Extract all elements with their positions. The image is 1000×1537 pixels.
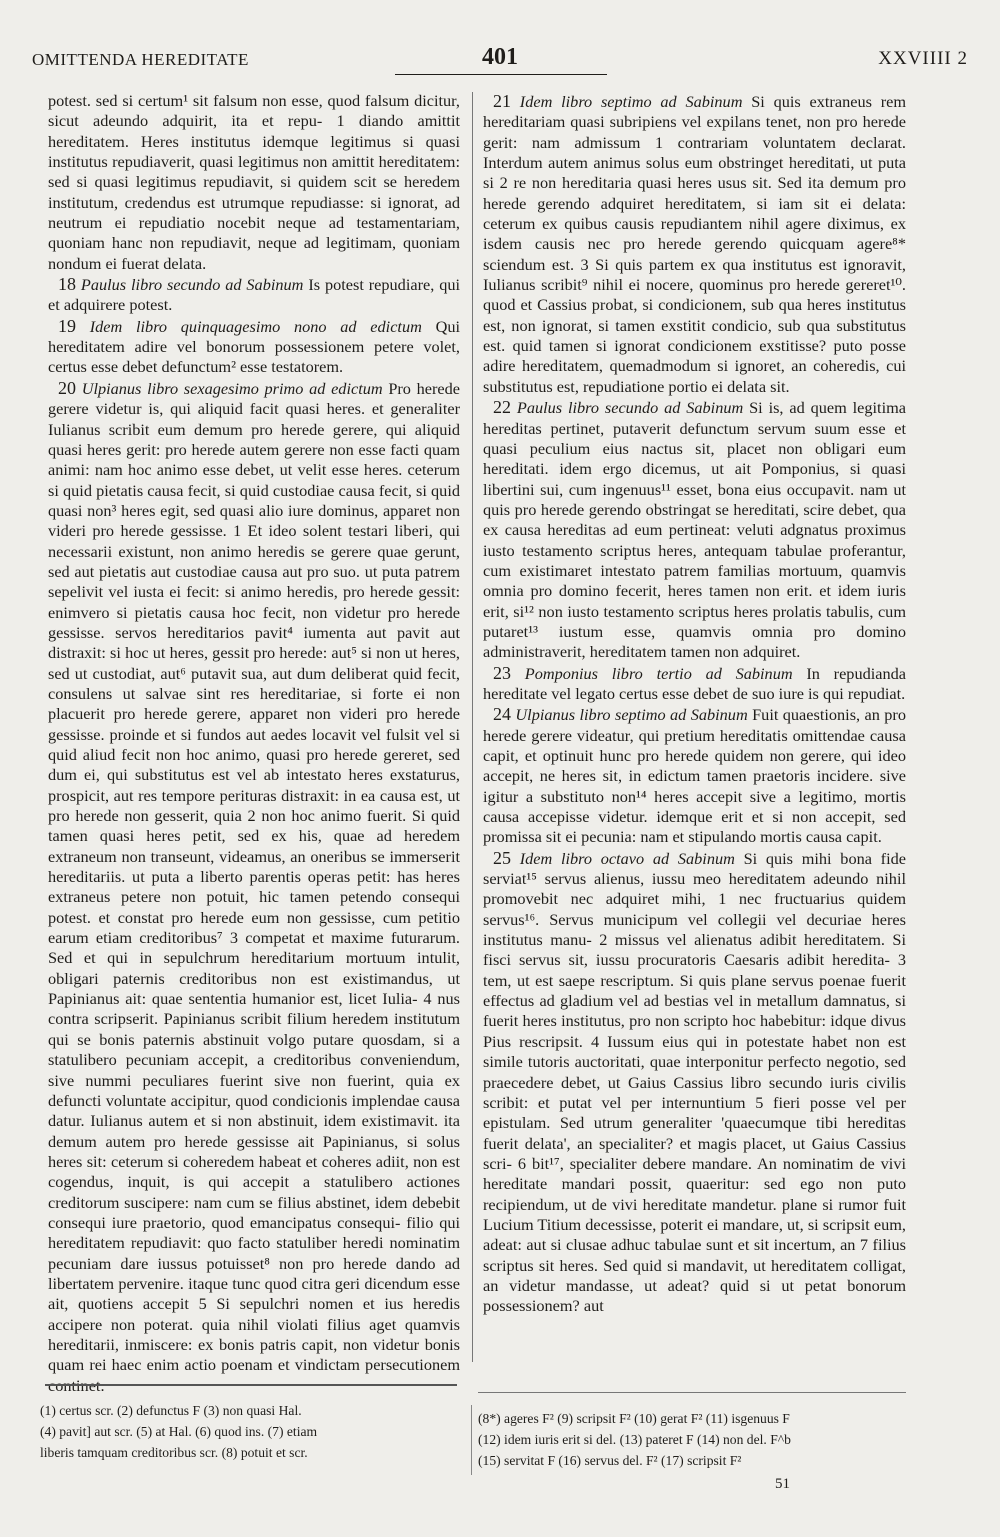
right-column <box>483 91 906 1317</box>
section-source: Ulpianus libro sexagesimo primo ad edictum <box>81 378 383 398</box>
section-number: 23 <box>493 662 511 683</box>
running-title: OMITTENDA HEREDITATE <box>32 50 249 69</box>
section-number: 24 <box>493 704 511 725</box>
section-text: Si is, ad quem legitima hereditas pertinet, putaverit defunctum servum suum esse et quasi peculium eius nactus sit, placet non obligari eum hereditati. idem ergo dicemus, ut ait Pomponius, si quasi libertini sui, cum ingenuus¹¹ esset, bona eius occupavit. nam ut quis pro herede gerendo obstringat se hereditati, scire debet, qua ex causa hereditas ad eum pertineat: veluti adgnatus proximus iusto testamento scriptus heres, antequam tabulae proferantur, cum existimaret intestato patrem familias mortuum, quamvis omnia pro domino fecerit, heres tamen non erit. et idem iuris erit, si¹² non iusto testamento scriptus heres prolatis tabulis, cum putaret¹³ iustum esse, quamvis omnia pro domino administraverit, hereditatem tamen non adquiret. <box>483 398 906 662</box>
section-text: Si quis extraneus rem hereditariam quasi subripiens vel expilans tenet, non pro herede gerit: nam admissum 1 contrariam voluntatem declarat. Interdum autem animus solus eum obstringet hereditati, ut puta si 2 re non hereditaria quasi heres usus sit. Sed ita demum pro herede gerendo adquiret hereditatem, si iam sit ei delata: ceterum ex quibus causis repudiantem nihil agere diximus, ex isdem causis nec pro herede gerendo quicquam agere⁸* sciendum est. 3 Si quis partem ex qua institutus est ignoravit, Iulianus scribit⁹ nihil ei nocere, quominus pro herede gereret¹⁰. quod et Cassius probat, si condicionem, sub qua heres institutus est, non ignorat, si tamen exstitit condicio, sub qua substitutus est. quid tamen si ignorat condicionem exstitisse? puto posse adire hereditatem, quemadmodum si ignoret, an coheredis, cui substitutus est, repudiatione portio ei delata sit. <box>483 92 907 396</box>
column-separator <box>472 92 473 1362</box>
running-header <box>32 44 968 80</box>
section-source: Ulpianus libro septimo ad Sabinum <box>515 705 748 725</box>
book-title-reference: XXVIIII 2 <box>878 48 968 69</box>
footnotes-left <box>40 1400 460 1463</box>
section-source: Pomponius libro tertio ad Sabinum <box>524 663 793 683</box>
footnote-line: (8*) ageres F² (9) scripsit F² (10) gerat F² (11) isgenuus F <box>478 1411 790 1426</box>
footnote-line: liberis tamquam creditoribus scr. (8) potuit et scr. <box>40 1445 308 1460</box>
section-source: Paulus libro secundo ad Sabinum <box>516 398 744 418</box>
section-24 <box>483 704 906 847</box>
section-20 <box>48 378 460 1396</box>
footnote-line: (12) idem iuris erit si del. (13) pateret F (14) non del. F^b <box>478 1432 791 1447</box>
section-source: Idem libro septimo ad Sabinum <box>519 92 743 111</box>
section-23 <box>483 663 906 705</box>
section-22 <box>483 397 906 662</box>
footnote-line: (15) servitat F (16) servus del. F² (17) scripsit F² <box>478 1453 742 1468</box>
section-text: Si quis mihi bona fide serviat¹⁵ servus alienus, iussu meo hereditatem adeundo nihil promovebit nec adquiret mihi, 1 nec fructuarius quidem servus¹⁶. Servus municipum vel collegii vel decuriae heres institutus manu- 2 missus vel alienatus adibit hereditatem. Si fisci servus sit, iussu procuratoris Caesaris adibit heredita- 3 tem, ut est saepe rescriptum. Si quis plane servus poenae fuerit effectus ad gladium vel ad bestias vel in metallum damnatus, si fuerit heres institutus, pro non scripto hoc habebitur: idque divus Pius rescripsit. 4 Iussum eius qui in potestate habet non est simile tutoris auctoritati, quae interponitur perfecto negotio, sed praecedere debet, ut Gaius Cassius libro secundo iuris civilis scribit: et putat vel per internuntium 5 fieri posse vel per epistulam. Sed utrum generaliter 'quaecumque tibi hereditas fuerit delata', an specialiter? et magis placet, ut Gaius Cassius scri- 6 bit¹⁷, specialiter debere mandare. An nominatim de vivi hereditate mandari possit, quaeritur: sed ego non puto recipiendum, ut de vivi hereditate mandetur. plane si rumor fuit Lucium Titium decessisse, poterit ei mandare, ut, si scripsit eum, adeat: aut si clusae adhuc tabulae sunt et sit incertum, an 7 filius scriptus sit heres. Sed quid si mandavit, ut hereditatem colligat, an videtur mandasse, ut adeat? quid si ut petat bonorum possessionem? aut <box>483 848 906 1316</box>
paragraph-continuation: potest. sed si certum¹ sit falsum non esse, quod falsum dicitur, sicut adeundo adquirit, ita et repu- 1 diando amittit hereditatem. Heres institutus idemque legitimus si quasi institutus repudiaverit, quasi legitimus non amittit hereditatem: sed si quasi legitimus repudiavit, si quidem scit se heredem institutum, credendus est utrumque repudiasse: si ignorat, ad neutrum ei repudiatio nocebit neque ad testamentariam, quoniam hanc non repudiavit, neque ad legitimam, quoniam nondum ei fuerat delata. <box>48 91 460 273</box>
page-number: 401 <box>482 44 518 70</box>
section-18 <box>48 274 460 316</box>
section-source: Paulus libro secundo ad Sabinum <box>80 275 304 295</box>
section-21 <box>483 91 906 397</box>
section-text: In repudianda hereditate vel legato certus esse debet de suo iure is qui repudiat. <box>483 663 906 703</box>
left-column <box>48 91 460 1396</box>
section-text: Pro herede gerere videtur is, qui aliquid facit quasi heres. et generaliter Iulianus scribit eum demum pro herede gerere, qui aliquid quasi heres gerit: pro herede autem gerere non esse facti quam animi: nam hoc animo esse debet, ut velit esse heres. ceterum si quid pietatis causa fecit, si quid custodiae causa fecit, si quid quasi non³ heres egit, sed quasi alio iure dominus, apparet non videri pro herede gessisse. 1 Et ideo solent testari liberi, qui necessarii existunt, non animo heredis se gerere quae gerunt, sed aut pietatis aut custodiae causa aut pro suo. ut puta patrem sepelivit vel iusta ei fecit: si animo heredis, pro herede gessit: enimvero si pietatis causa hoc fecit, non videtur pro herede gessisse. servos hereditarios pavit⁴ iumenta aut pavit aut distraxit: si hoc ut heres, gessit pro herede: aut⁵ si non ut heres, sed ut custodiat, aut⁶ putavit sua, aut dum deliberat quid fecit, consulens ut salvae sint res hereditariae, si forte ei non placuerit pro herede gerere, apparet non videri pro herede gessisse. proinde et si fundos aut aedes locavit vel fulsit vel si quid aliud fecit non hoc animo, quasi pro herede gereret, sed dum ei, qui substitutus est vel ab intestato heres exstaturus, prospicit, aut res tempore perituras distraxit: in ea causa est, ut pro herede non gesserit, quia 2 non hoc animo fuerit. Si quid tamen quasi heres petit, sed ex his, quae ad heredem extraneum non transeunt, videamus, an oneribus se immerserit hereditariis. ut puta a liberto parentis operas petit: has heres extraneus petere non potuit, hic tamen petendo consequi potest. et constat pro herede eum non gessisse, cum petitio earum etiam creditoribus⁷ 3 competat et maxime futurarum. Sed et qui in sepulchrum hereditarium mortuum intulit, obligari paternis creditoribus non est existimandus, ut Papinianus ait: quae sententia humanior est, licet Iulia- 4 nus contra scripserit. Papinianus scribit filium heredem institutum qui se bonis paternis abstinuit volgo putare quosdam, si a statulibero pecuniam accepit, a creditoribus conveniendum, sive nummi peculiares fuerint sive non fuerint, quia ex defuncti voluntate accipitur, quod condicionis implendae causa datur. Iulianus autem et si non abstinuit, idem existimavit. ita demum autem pro herede gessisse ait Papinianus, si solus heres sit: ceterum si coheredem habeat et coheres adiit, non est cogendus, inquit, is qui accepit a statulibero actiones creditorum suscipere: nam cum se filius abstinet, idem debebit consequi iure praetorio, quod emancipatus consequi- filio qui hereditatem repudiavit: quo facto statuliber heredi nominatim pecuniam dare iussus potuisset⁸ non pro herede dando ad libertatem pervenire. itaque tunc quod citra geri dicendum esse ait, quotiens accepit 5 Si sepulchri nomen et ius heredis accipere non poterat. quia nihil violati filius aget quamvis hereditarii, inmiscere: ex bonis patris capit, non videtur bonis quam rei haec enim actio poenam et vindictam persecutionem continet. <box>48 378 460 1395</box>
section-number: 20 <box>58 377 76 398</box>
section-source: Idem libro quinquagesimo nono ad edictum <box>89 316 422 336</box>
section-25 <box>483 848 906 1317</box>
section-number: 25 <box>493 847 511 868</box>
section-number: 18 <box>58 274 76 295</box>
footnote-line: (1) certus scr. (2) defunctus F (3) non quasi Hal. <box>40 1403 302 1418</box>
section-text: Qui hereditatem adire vel bonorum possessionem petere volet, certus esse debet defunctum² esse testatorem. <box>48 316 460 377</box>
section-source: Idem libro octavo ad Sabinum <box>519 848 735 868</box>
section-text: Is potest repudiare, qui et adquirere potest. <box>48 275 460 315</box>
signature-mark: 51 <box>775 1476 790 1492</box>
footnote-rule-left <box>45 1384 457 1386</box>
section-number: 22 <box>493 397 511 418</box>
footnote-rule-right <box>478 1392 906 1393</box>
footnote-line: (4) pavit] aut scr. (5) at Hal. (6) quod ins. (7) etiam <box>40 1424 318 1439</box>
footnotes-right <box>478 1408 908 1471</box>
section-number: 21 <box>493 91 511 111</box>
section-number: 19 <box>58 315 76 336</box>
footnote-separator <box>471 1405 472 1475</box>
page-number-rule <box>395 74 607 75</box>
section-19 <box>48 316 460 378</box>
section-text: Fuit quaestionis, an pro herede gerere videatur, qui pretium hereditatis omittendae causa capit, et optinuit hunc pro herede quidem non gerere, qui ideo accepit, ne heres sit, in edictum tamen praetoris incidere. sive igitur a substituto non¹⁴ heres accepit sive a legitimo, mortis causa accepisse videtur. idemque erit et si non accepit, sed promissa sit ei pecunia: nam et stipulando mortis causa capit. <box>483 705 906 847</box>
